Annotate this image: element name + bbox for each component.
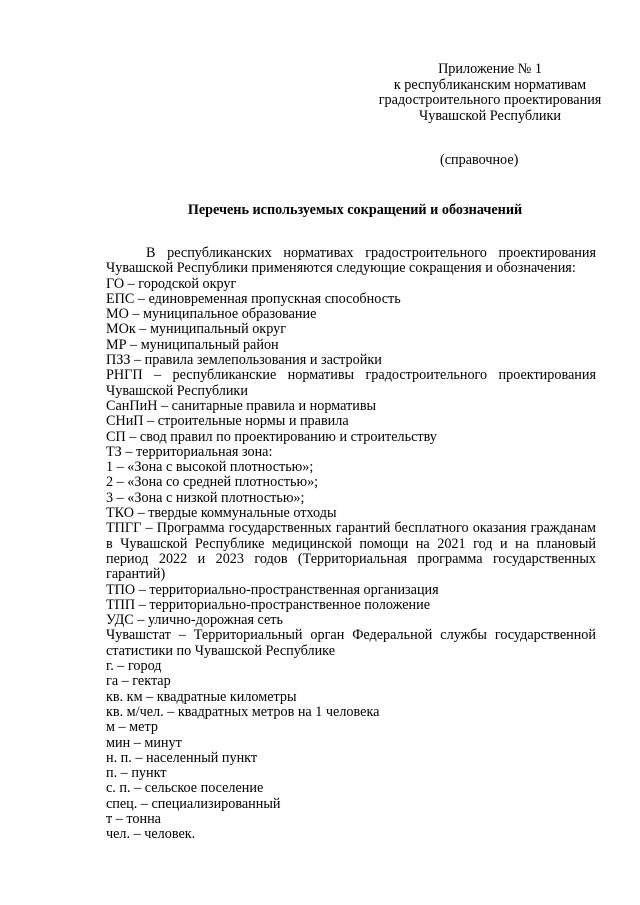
appendix-header: [360, 62, 620, 124]
abbreviation-entry: кв. м/чел. – квадратных метров на 1 человека: [106, 703, 380, 720]
abbreviation-entry: СанПиН – санитарные правила и нормативы: [106, 397, 377, 414]
abbreviation-entry: ПЗЗ – правила землепользования и застройки: [106, 352, 382, 369]
abbreviation-entry: МР – муниципальный район: [106, 336, 279, 353]
appendix-line: к республиканским нормативам: [393, 76, 587, 93]
abbreviation-entry: РНГП – республиканские нормативы градостроительного проектирования Чувашской Республики: [106, 367, 596, 399]
document-title: Перечень используемых сокращений и обозначений: [187, 202, 523, 218]
abbreviation-entry: спец. – специализированный: [106, 795, 281, 812]
abbreviation-entry: с. п. – сельское поселение: [106, 780, 264, 797]
intro-paragraph: В республиканских нормативах градостроительного проектирования Чувашской Республики применяются следующие сокращения и обозначения:: [106, 245, 596, 277]
abbreviation-entry: мин – минут: [106, 734, 182, 751]
abbreviation-entry: МО – муниципальное образование: [106, 306, 317, 323]
abbreviation-entry: т – тонна: [106, 810, 161, 827]
abbreviation-entry: н. п. – населенный пункт: [106, 749, 258, 766]
abbreviation-entry: ГО – городской округ: [106, 275, 237, 292]
abbreviation-entry: ТПП – территориально-пространственное положение: [106, 596, 431, 613]
abbreviation-entry: УДС – улично-дорожная сеть: [106, 612, 283, 629]
abbreviation-entry: 1 – «Зона с высокой плотностью»;: [106, 459, 314, 476]
abbreviation-entry: ЕПС – единовременная пропускная способность: [106, 290, 401, 307]
abbreviation-entry: га – гектар: [106, 673, 171, 690]
abbreviation-entry: СНиП – строительные нормы и правила: [106, 413, 349, 430]
abbreviation-entry: п. – пункт: [106, 765, 167, 782]
abbreviation-entry: 2 – «Зона со средней плотностью»;: [106, 474, 319, 491]
abbreviation-entry: МОк – муниципальный округ: [106, 321, 287, 338]
abbreviation-entry: Чувашстат – Территориальный орган Федеральной службы государственной статистики по Чувашской Республике: [106, 627, 596, 659]
abbreviation-entry: кв. км – квадратные километры: [106, 688, 297, 705]
abbreviation-entry: 3 – «Зона с низкой плотностью»;: [106, 489, 305, 506]
abbreviation-entry: ТЗ – территориальная зона:: [106, 443, 273, 460]
abbreviation-entry: ТКО – твердые коммунальные отходы: [106, 505, 337, 522]
document-body: [106, 246, 596, 843]
abbreviation-list: [106, 277, 596, 843]
abbreviation-entry: ТПО – территориально-пространственная организация: [106, 581, 439, 598]
appendix-line: Чувашской Республики: [419, 107, 561, 124]
abbreviation-entry: г. – город: [106, 658, 162, 675]
abbreviation-entry: чел. – человек.: [106, 826, 196, 843]
appendix-number: Приложение № 1: [438, 61, 542, 77]
appendix-line: градостроительного проектирования: [378, 92, 602, 108]
reference-note: (справочное): [440, 152, 519, 168]
abbreviation-entry: СП – свод правил по проектированию и строительству: [106, 428, 437, 445]
abbreviation-entry: ТПГГ – Программа государственных гарантий бесплатного оказания гражданам в Чувашской Республике медицинской помощи на 2021 год и на плановый период 2022 и 2023 годов (Территориальная программа государственных гарантий): [106, 520, 596, 583]
abbreviation-entry: м – метр: [106, 719, 158, 736]
